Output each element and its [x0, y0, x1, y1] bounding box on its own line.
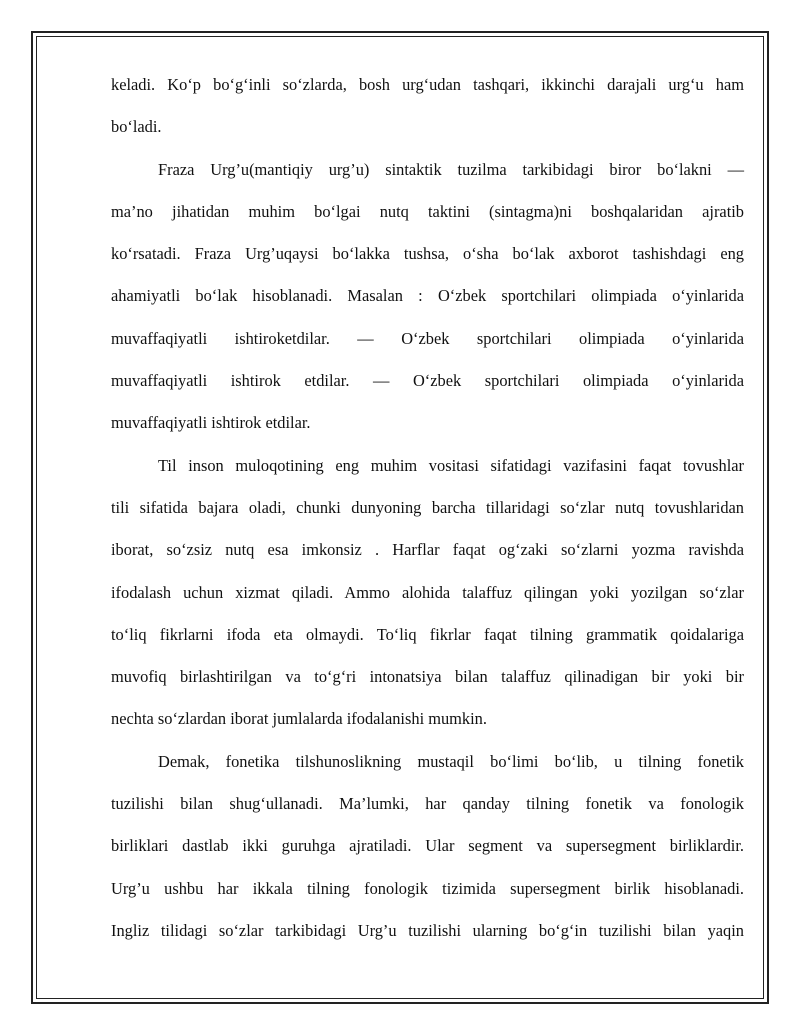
text-line: muvofiq birlashtirilgan va to‘g‘ri intonatsiya bilan talaffuz qilinadigan bir yoki bir — [111, 667, 744, 687]
text-line: to‘liq fikrlarni ifoda eta olmaydi. To‘liq fikrlar faqat tilning grammatik qoidalariga — [111, 624, 744, 644]
text-line: Demak, fonetika tilshunoslikning mustaqil bo‘limi bo‘lib, u tilning fonetik — [158, 751, 744, 771]
text-line: tili sifatida bajara oladi, chunki dunyoning barcha tillaridagi so‘zlar nutq tovushlaridan — [111, 497, 744, 517]
paragraph-p2 — [111, 149, 744, 445]
paragraph-p3 — [111, 445, 744, 741]
text-line: keladi. Ko‘p bo‘g‘inli so‘zlarda, bosh urg‘udan tashqari, ikkinchi darajali urg‘u ham — [111, 75, 744, 94]
text-line: Ingliz tilidagi so‘zlar tarkibidagi Urg’u tuzilishi ularning bo‘g‘in tuzilishi bilan yaqin — [111, 920, 744, 940]
text-line: ifodalash uchun xizmat qiladi. Ammo alohida talaffuz qilingan yoki yozilgan so‘zlar — [111, 582, 744, 602]
document-body — [111, 64, 744, 952]
paragraph-p1 — [111, 64, 744, 149]
text-line: ma’no jihatidan muhim bo‘lgai nutq taktini (sintagma)ni boshqalaridan ajratib — [111, 201, 744, 221]
text-line: birliklari dastlab ikki guruhga ajratiladi. Ular segment va supersegment birliklardir. — [111, 836, 744, 856]
text-line: muvaffaqiyatli ishtiroketdilar. — O‘zbek sportchilari olimpiada o‘yinlarida — [111, 328, 744, 348]
text-line: Urg’u ushbu har ikkala tilning fonologik tizimida supersegment birlik hisoblanadi. — [111, 878, 744, 898]
paragraph-p4 — [111, 741, 744, 952]
text-line: Til inson muloqotining eng muhim vositasi sifatidagi vazifasini faqat tovushlar — [158, 455, 744, 475]
text-line: nechta so‘zlardan iborat jumlalarda ifodalanishi mumkin. — [111, 709, 487, 729]
text-line: tuzilishi bilan shug‘ullanadi. Ma’lumki, har qanday tilning fonetik va fonologik — [111, 794, 744, 814]
text-line: muvaffaqiyatli ishtirok etdilar. — O‘zbek sportchilari olimpiada o‘yinlarida — [111, 371, 744, 391]
text-line: ko‘rsatadi. Fraza Urg’uqaysi bo‘lakka tushsa, o‘sha bo‘lak axborot tashishdagi eng — [111, 244, 744, 264]
text-line: bo‘ladi. — [111, 117, 162, 137]
text-line: muvaffaqiyatli ishtirok etdilar. — [111, 413, 311, 433]
text-line: ahamiyatli bo‘lak hisoblanadi. Masalan : O‘zbek sportchilari olimpiada o‘yinlarida — [111, 286, 744, 306]
text-line: iborat, so‘zsiz nutq esa imkonsiz . Harflar faqat og‘zaki so‘zlarni yozma ravishda — [111, 540, 744, 560]
text-line: Fraza Urg’u(mantiqiy urg’u) sintaktik tuzilma tarkibidagi biror bo‘lakni — — [158, 159, 744, 179]
